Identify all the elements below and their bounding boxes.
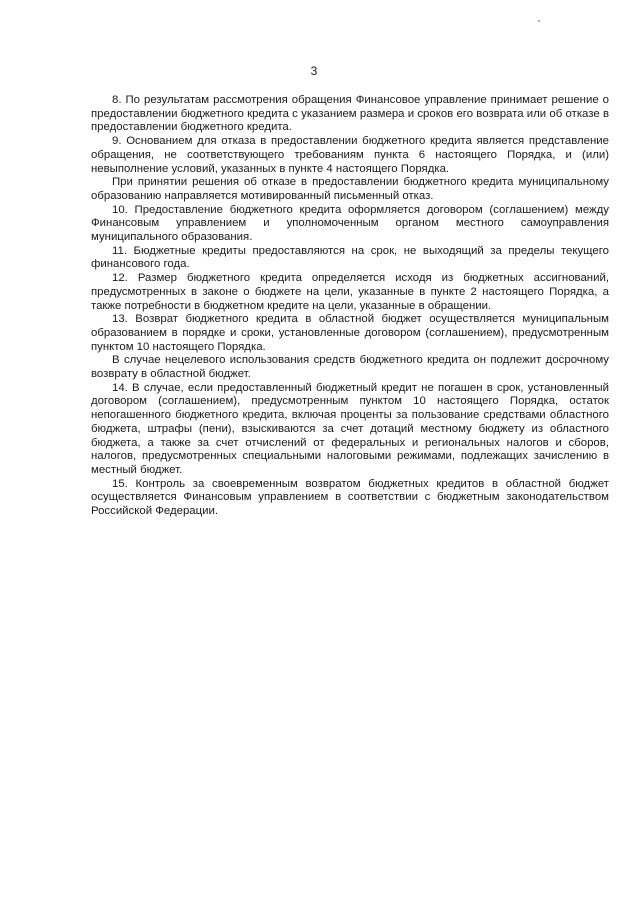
page-number: 3 bbox=[310, 64, 318, 78]
paragraph-12: 12. Размер бюджетного кредита определяется исходя из бюджетных ассигнований, предусмотренных в законе о бюджете на цели, указанные в пункте 2 настоящего Порядка, а также потребности в бюджетном кредите на цели, указанные в обращении. bbox=[91, 272, 609, 312]
paragraph-15: 15. Контроль за своевременным возвратом бюджетных кредитов в областной бюджет осуществляется Финансовым управлением в соответствии с бюджетным законодательством Российской Федерации. bbox=[91, 477, 609, 518]
scan-speck bbox=[538, 20, 540, 22]
paragraph-9-refusal: При принятии решения об отказе в предоставлении бюджетного кредита муниципальному образованию направляется мотивированный письменный отказ. bbox=[91, 176, 609, 202]
paragraph-11: 11. Бюджетные кредиты предоставляются на срок, не выходящий за пределы текущего финансового года. bbox=[91, 244, 609, 271]
paragraph-8: 8. По результатам рассмотрения обращения Финансовое управление принимает решение о предоставлении бюджетного кредита с указанием размера и сроков его возврата или об отказе в предоставлении бюджетного кредита. bbox=[91, 94, 609, 134]
paragraph-9: 9. Основанием для отказа в предоставлении бюджетного кредита является представление обращения, не соответствующего требованиям пункта 6 настоящего Порядка, и (или) невыполнение условий, указанных в пункте 4 настоящего Порядка. bbox=[91, 135, 609, 175]
paragraph-14: 14. В случае, если предоставленный бюджетный кредит не погашен в срок, установленный договором (соглашением), предусмотренным пунктом 10 настоящего Порядка, остаток непогашенного бюджетного кредита, включая проценты за пользование средствами областного бюджета, штрафы (пени), взыскиваются за счет дотаций местному бюджету из областного бюджета, а также за счет отчислений от федеральных и региональных налогов и сборов, налогов, предусмотренных специальными налоговыми режимами, подлежащих зачислению в местный бюджет. bbox=[91, 381, 609, 476]
document-body bbox=[91, 94, 609, 519]
paragraph-13: 13. Возврат бюджетного кредита в областной бюджет осуществляется муниципальным образованием в порядке и сроки, установленные договором (соглашением), предусмотренным пунктом 10 настоящего Порядка. bbox=[91, 313, 609, 353]
paragraph-10: 10. Предоставление бюджетного кредита оформляется договором (соглашением) между Финансовым управлением и уполномоченным органом местного самоуправления муниципального образования. bbox=[91, 203, 609, 244]
paragraph-13-misuse: В случае нецелевого использования средств бюджетного кредита он подлежит досрочному возврату в областной бюджет. bbox=[91, 354, 609, 381]
